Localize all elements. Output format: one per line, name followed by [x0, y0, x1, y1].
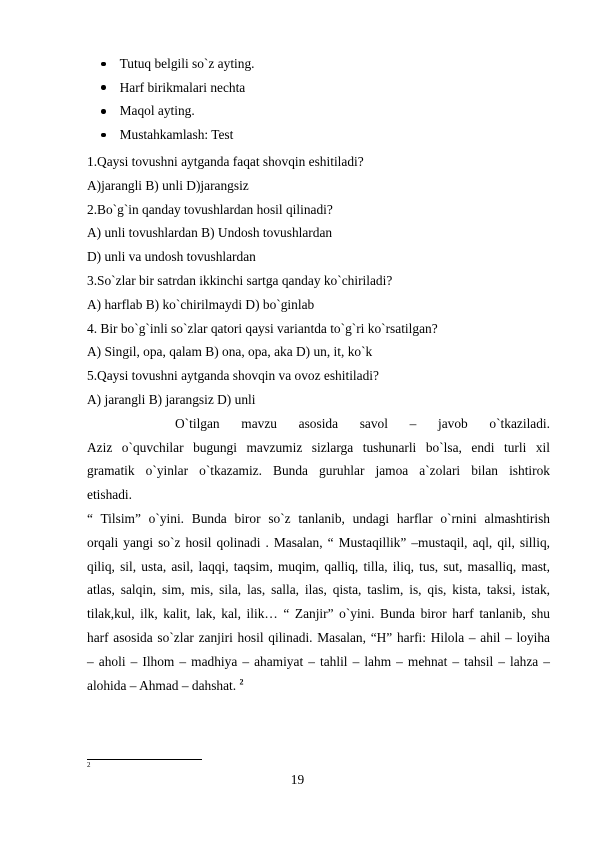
test-question: 3.So`zlar bir satrdan ikkinchi sartga qanday ko`chiriladi?	[87, 272, 393, 288]
paragraph-line: harf asosida so`zlar zanjiri hosil qilinadi. Masalan, “H” harfi: Hilola – ahil – loyiha	[87, 629, 550, 645]
page-number: 19	[290, 772, 305, 787]
test-question: 4. Bir bo`g`inli so`zlar qatori qaysi variantda to`g`ri ko`rsatilgan?	[87, 320, 438, 336]
paragraph-line: – aholi – Ilhom – madhiya – ahamiyat – tahlil – lahm – mehnat – tahsil – lahza –	[87, 653, 550, 669]
bullet-dot-icon	[101, 133, 106, 138]
test-question: 2.Bo`g`in qanday tovushlardan hosil qilinadi?	[87, 201, 333, 217]
paragraph-line: “ Tilsim” o`yini. Bunda biror so`z tanlanib, undagi harflar o`rnini almashtirish	[87, 510, 550, 526]
paragraph-line: tilak,kul, ilk, kalit, lak, kal, ilik… “ Zanjir” o`yini. Bunda biror harf tanlanib, shu	[87, 606, 550, 622]
paragraph-line: atlas, salqin, sim, mis, sila, las, salla, ilas, qista, taslim, is, qis, kista, taksi, istak,	[87, 582, 550, 598]
bullet-dot-icon	[101, 62, 106, 67]
paragraph-last-line	[87, 674, 550, 698]
bullet-item	[101, 123, 255, 147]
bullet-dot-icon	[101, 85, 106, 90]
bullet-text: Mustahkamlash: Test	[119, 127, 234, 143]
bullet-item	[101, 76, 255, 100]
paragraph-last-text: alohida – Ahmad – dahshat.	[87, 677, 237, 693]
test-answers: A) jarangli B) jarangsiz D) unli	[87, 391, 256, 407]
test-answers: A) harflab B) ko`chirilmaydi D) bo`ginlab	[87, 296, 315, 312]
paragraph-line: gramatik o`yinlar o`tkazamiz. Bunda guruhlar jamoa a`zolari bilan ishtirok	[87, 463, 550, 479]
bullet-text: Maqol ayting.	[119, 103, 195, 119]
bullet-list	[101, 52, 255, 147]
paragraph-line: etishadi.	[87, 487, 132, 503]
footnote-separator	[87, 759, 202, 760]
bullet-item	[101, 99, 255, 123]
test-question: 5.Qaysi tovushni aytganda shovqin va ovoz eshitiladi?	[87, 368, 379, 384]
test-answers: A) Singil, opa, qalam B) ona, opa, aka D) un, it, ko`k	[87, 344, 373, 360]
bullet-text: Harf birikmalari nechta	[119, 79, 246, 95]
paragraph-line: orqali yangi so`z hosil qolinadi . Masalan, “ Mustaqillik” –mustaqil, aql, qil, silliq,	[87, 534, 550, 550]
paragraph-line: O`tilgan mavzu asosida savol – javob o`tkaziladi.	[175, 415, 550, 431]
footnote-reference[interactable]: 2	[239, 677, 244, 687]
test-answers: A)jarangli B) unli D)jarangsiz	[87, 177, 249, 193]
paragraph-line: qiliq, sil, usta, asil, laqqi, taqsim, muqim, qalliq, tilla, iliq, tus, sut, masalliq, mast,	[87, 558, 550, 574]
footnote-mark: 2	[87, 761, 91, 769]
body-text	[87, 150, 550, 697]
paragraph-line: Aziz o`quvchilar bugungi mavzumiz sizlarga tushunarli bo`lsa, endi turli xil	[87, 439, 550, 455]
test-answers: D) unli va undosh tovushlardan	[87, 249, 256, 265]
test-question: 1.Qaysi tovushni aytganda faqat shovqin eshitiladi?	[87, 154, 364, 169]
bullet-text: Tutuq belgili so`z ayting.	[119, 56, 255, 71]
test-answers: A) unli tovushlardan B) Undosh tovushlardan	[87, 225, 333, 241]
bullet-dot-icon	[101, 109, 106, 114]
bullet-item	[101, 52, 255, 76]
